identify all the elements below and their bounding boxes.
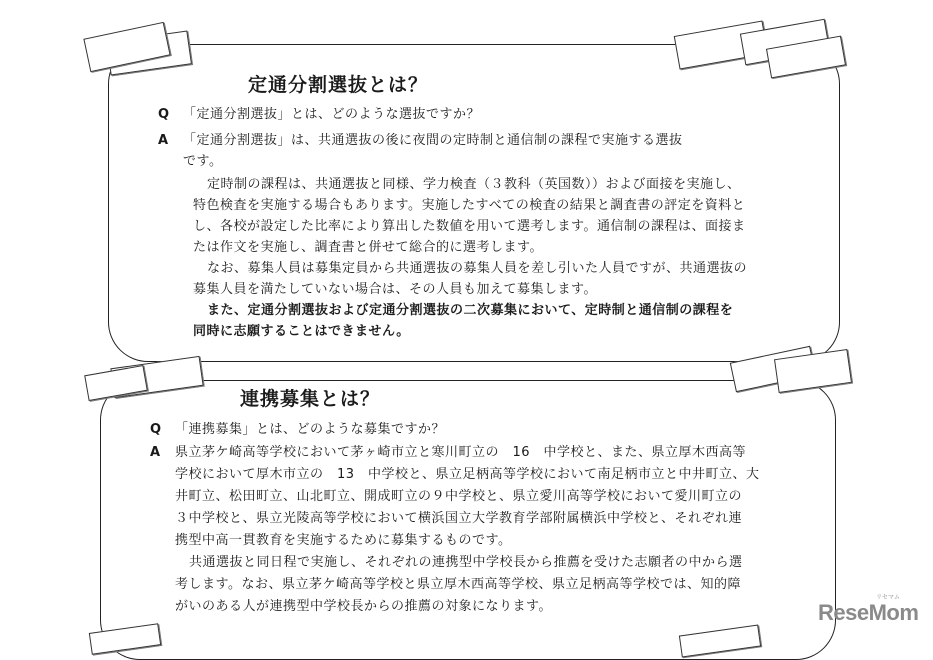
answer-mark: A [150, 445, 161, 460]
answer-line-bold: また、定通分割選抜および定通分割選抜の二次募集において、定時制と通信制の課程を [207, 303, 734, 318]
answer-mark: A [158, 133, 169, 148]
answer-line: がいのある人が連携型中学校長からの推薦の対象になります。 [175, 599, 552, 614]
answer-line: 募集人員を満たしていない場合は、その人員も加えて募集します。 [193, 282, 597, 297]
answer-line: 井町立、松田町立、山北町立、開成町立の９中学校と、県立愛川高等学校において愛川町立の [175, 489, 743, 504]
answer-line: 携型中高一貫教育を実施するために募集するものです。 [175, 533, 512, 548]
answer-line: 「定通分割選抜」は、共通選抜の後に夜間の定時制と通信制の課程で実施する選抜 [183, 133, 683, 148]
logo-kana: リセマム [876, 594, 900, 601]
answer-line: 特色検査を実施する場合もあります。実施したすべての検査の結果と調査書の評定を資料と [193, 198, 746, 213]
question-mark: Q [158, 107, 170, 122]
answer-line: たは作文を実施し、調査書と併せて総合的に選考します。 [193, 240, 543, 255]
answer-line: 考します。なお、県立茅ケ崎高等学校と県立厚木西高等学校、県立足柄高等学校では、知的障 [175, 577, 741, 592]
answer-line: 県立茅ケ崎高等学校において茅ヶ崎市立と寒川町立の 16 中学校と、また、県立厚木西高等 [175, 445, 747, 460]
answer-line: 共通選抜と同日程で実施し、それぞれの連携型中学校長から推薦を受けた志願者の中から選 [189, 555, 743, 570]
answer-line: なお、募集人員は募集定員から共通選抜の募集人員を差し引いた人員ですが、共通選抜の [207, 261, 748, 276]
answer-line: ３中学校と、県立光陵高等学校において横浜国立大学教育学部附属横浜中学校と、それぞれ連 [175, 511, 743, 526]
resemom-logo: ReseMom [818, 600, 919, 625]
answer-line: です。 [183, 154, 223, 169]
question-mark: Q [150, 422, 162, 437]
answer-line: し、各校が設定した比率により算出した数値を用いて選考します。通信制の課程は、面接ま [193, 219, 746, 234]
question-text: 「連携募集」とは、どのような募集ですか？ [175, 422, 446, 437]
answer-line-bold: 同時に志願することはできません。 [193, 324, 410, 339]
question-text: 「定通分割選抜」とは、どのような選抜ですか？ [183, 107, 481, 122]
answer-line: 学校において厚木市立の 13 中学校と、県立足柄高等学校において南足柄市立と中井町立、大 [175, 467, 760, 482]
section-title-renkei: 連携募集とは？ [240, 388, 381, 410]
answer-line: 定時制の課程は、共通選抜と同様、学力検査（３教科（英国数））および面接を実施し、 [207, 177, 741, 192]
section-title-teitsu: 定通分割選抜とは？ [248, 74, 429, 96]
